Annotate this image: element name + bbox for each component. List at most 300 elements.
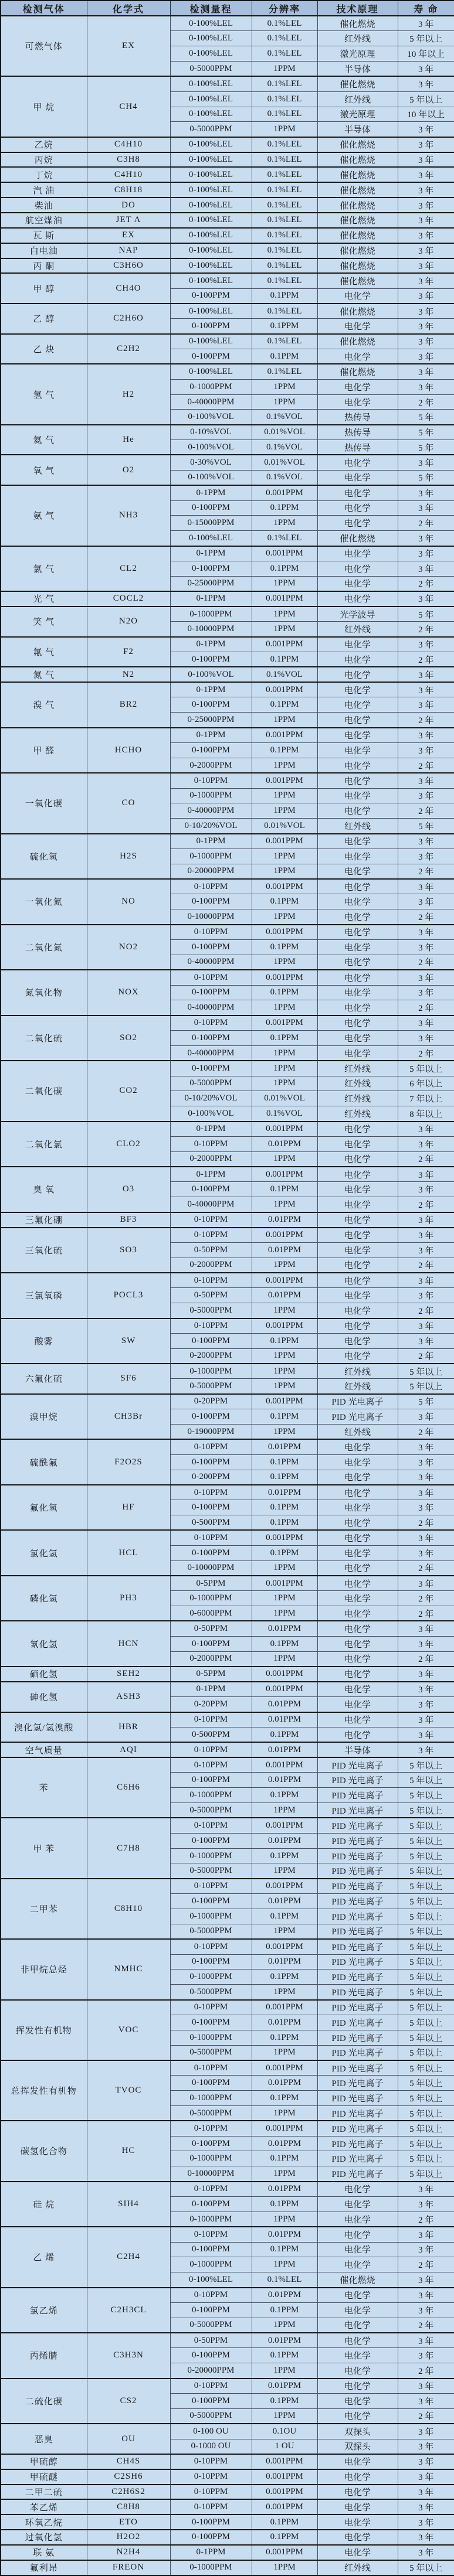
formula-cell: NAP: [87, 243, 170, 258]
principle-cell: 电化学: [317, 1636, 398, 1651]
lifespan-cell: 3 年: [398, 1318, 454, 1334]
range-cell: 0-1000PPM: [170, 1848, 252, 1863]
lifespan-cell: 3 年: [398, 1530, 454, 1545]
principle-cell: 电化学: [317, 500, 398, 516]
resolution-cell: 1PPM: [252, 622, 317, 637]
resolution-cell: 0.001PPM: [252, 1939, 317, 1954]
range-cell: 0-1PPM: [170, 546, 252, 561]
principle-cell: 电化学: [317, 1530, 398, 1545]
lifespan-cell: 2 年: [398, 803, 454, 819]
table-header: [1, 1, 454, 16]
range-cell: 0-10PPM: [170, 2469, 252, 2485]
resolution-cell: 0.1%LEL: [252, 107, 317, 122]
principle-cell: 电化学: [317, 955, 398, 970]
range-cell: 0-100PPM: [170, 1409, 252, 1425]
range-cell: 0-20PPM: [170, 1697, 252, 1712]
resolution-cell: 1PPM: [252, 803, 317, 819]
resolution-cell: 0.001PPM: [252, 485, 317, 500]
lifespan-cell: 3 年: [398, 2499, 454, 2514]
lifespan-cell: 2 年: [398, 622, 454, 637]
lifespan-cell: 3 年: [398, 1485, 454, 1500]
range-cell: 0-40000PPM: [170, 955, 252, 970]
resolution-cell: 1PPM: [252, 955, 317, 970]
formula-cell: EX: [87, 228, 170, 243]
resolution-cell: 1PPM: [252, 1364, 317, 1379]
lifespan-cell: 3 年: [398, 1712, 454, 1727]
formula-cell: C3H3N: [87, 2333, 170, 2379]
lifespan-cell: 2 年: [398, 2363, 454, 2379]
range-cell: 0-1000 OU: [170, 2439, 252, 2454]
range-cell: 0-5000PPM: [170, 2408, 252, 2424]
range-cell: 0-25000PPM: [170, 713, 252, 728]
principle-cell: 催化燃烧: [317, 167, 398, 182]
range-cell: 0-100PPM: [170, 2242, 252, 2257]
resolution-cell: 0.1PPM: [252, 500, 317, 516]
principle-cell: 电化学: [317, 2348, 398, 2363]
range-cell: 0-500PPM: [170, 1727, 252, 1742]
range-cell: 0-100PPM: [170, 2514, 252, 2530]
gas-row: [1, 1682, 454, 1697]
formula-cell: C4H10: [87, 167, 170, 182]
lifespan-cell: 3 年: [398, 1182, 454, 1197]
principle-cell: PID 光电离子: [317, 1848, 398, 1863]
principle-cell: 电化学: [317, 1000, 398, 1016]
resolution-cell: 0.01PPM: [252, 2379, 317, 2394]
formula-cell: C8H18: [87, 182, 170, 197]
formula-cell: HCL: [87, 1530, 170, 1576]
principle-cell: 电化学: [317, 2318, 398, 2333]
lifespan-cell: 2 年: [398, 1560, 454, 1576]
gas-name-cell: 一氧化氮: [1, 879, 87, 925]
range-cell: 0-2000PPM: [170, 1651, 252, 1667]
range-cell: 0-100%VOL: [170, 440, 252, 455]
gas-name-cell: 溴甲烷: [1, 1394, 87, 1440]
principle-cell: 电化学: [317, 2485, 398, 2500]
resolution-cell: 1PPM: [252, 2408, 317, 2424]
principle-cell: 激光原理: [317, 46, 398, 62]
gas-row: [1, 1364, 454, 1379]
range-cell: 0-10PPM: [170, 2485, 252, 2500]
gas-name-cell: 白电油: [1, 243, 87, 258]
table-body: [1, 16, 454, 2575]
gas-name-cell: 挥发性有机物: [1, 2000, 87, 2060]
lifespan-cell: 2 年: [398, 516, 454, 531]
range-cell: 0-100PPM: [170, 349, 252, 364]
principle-cell: 电化学: [317, 1712, 398, 1727]
range-cell: 0-100PPM: [170, 2076, 252, 2091]
resolution-cell: 0.1PPM: [252, 288, 317, 304]
gas-name-cell: 二氧化碳: [1, 1061, 87, 1121]
range-cell: 0-10PPM: [170, 1742, 252, 1757]
lifespan-cell: 3 年: [398, 228, 454, 243]
range-cell: 0-100%LEL: [170, 213, 252, 228]
principle-cell: PID 光电离子: [317, 2136, 398, 2151]
range-cell: 0-10PPM: [170, 1228, 252, 1243]
formula-cell: N2H4: [87, 2545, 170, 2560]
resolution-cell: 1PPM: [252, 2363, 317, 2379]
resolution-cell: 0.001PPM: [252, 728, 317, 743]
range-cell: 0-1000PPM: [170, 1364, 252, 1379]
lifespan-cell: 3 年: [398, 1228, 454, 1243]
range-cell: 0-1PPM: [170, 728, 252, 743]
range-cell: 0-10PPM: [170, 879, 252, 894]
formula-cell: C2SH6: [87, 2469, 170, 2485]
principle-cell: 电化学: [317, 682, 398, 697]
principle-cell: 电化学: [317, 894, 398, 909]
resolution-cell: 1PPM: [252, 1803, 317, 1818]
range-cell: 0-10/20%VOL: [170, 819, 252, 834]
principle-cell: 电化学: [317, 637, 398, 652]
gas-row: [1, 213, 454, 228]
formula-cell: ASH3: [87, 1682, 170, 1712]
principle-cell: PID 光电离子: [317, 1833, 398, 1848]
principle-cell: 电化学: [317, 576, 398, 591]
principle-cell: 红外线: [317, 1106, 398, 1122]
principle-cell: 电化学: [317, 1318, 398, 1334]
range-cell: 0-1000PPM: [170, 788, 252, 803]
principle-cell: 半导体: [317, 1742, 398, 1757]
resolution-cell: 1PPM: [252, 1000, 317, 1016]
gas-row: [1, 182, 454, 197]
principle-cell: 电化学: [317, 2379, 398, 2394]
principle-cell: 电化学: [317, 1197, 398, 1212]
gas-row: [1, 1485, 454, 1500]
principle-cell: 电化学: [317, 1515, 398, 1531]
formula-cell: C6H6: [87, 1757, 170, 1818]
resolution-cell: 0.001PPM: [252, 2060, 317, 2076]
gas-row: [1, 425, 454, 440]
principle-cell: 电化学: [317, 591, 398, 606]
principle-cell: 催化燃烧: [317, 2272, 398, 2288]
resolution-cell: 1PPM: [252, 122, 317, 137]
lifespan-cell: 3 年: [398, 1742, 454, 1757]
gas-name-cell: 甲 醇: [1, 273, 87, 304]
formula-cell: AQI: [87, 1742, 170, 1757]
principle-cell: 电化学: [317, 319, 398, 334]
lifespan-cell: 3 年: [398, 849, 454, 864]
range-cell: 0-10PPM: [170, 1757, 252, 1773]
formula-cell: CH3Br: [87, 1394, 170, 1440]
gas-name-cell: 联 氨: [1, 2545, 87, 2560]
principle-cell: 红外线: [317, 1091, 398, 1106]
range-cell: 0-100%LEL: [170, 31, 252, 46]
principle-cell: 电化学: [317, 2333, 398, 2348]
range-cell: 0-100%VOL: [170, 1106, 252, 1122]
principle-cell: 红外线: [317, 1076, 398, 1091]
resolution-cell: 1PPM: [252, 1303, 317, 1318]
range-cell: 0-10PPM: [170, 1016, 252, 1031]
resolution-cell: 0.01PPM: [252, 2227, 317, 2242]
resolution-cell: 0.1%VOL: [252, 1106, 317, 1122]
gas-row: [1, 228, 454, 243]
gas-name-cell: 三氧化硫: [1, 1228, 87, 1273]
resolution-cell: 0.01PPM: [252, 2136, 317, 2151]
principle-cell: 电化学: [317, 864, 398, 879]
principle-cell: PID 光电离子: [317, 1394, 398, 1409]
principle-cell: 电化学: [317, 2499, 398, 2514]
lifespan-cell: 5 年以上: [398, 2105, 454, 2121]
principle-cell: PID 光电离子: [317, 1909, 398, 1924]
principle-cell: 半导体: [317, 62, 398, 77]
resolution-cell: 0.1PPM: [252, 2514, 317, 2530]
principle-cell: 电化学: [317, 1697, 398, 1712]
range-cell: 0-100PPM: [170, 2302, 252, 2318]
range-cell: 0-100PPM: [170, 2197, 252, 2212]
gas-row: [1, 16, 454, 31]
lifespan-cell: 3 年: [398, 2485, 454, 2500]
range-cell: 0-2000PPM: [170, 1348, 252, 1364]
principle-cell: 电化学: [317, 1348, 398, 1364]
gas-row: [1, 2469, 454, 2485]
principle-cell: 电化学: [317, 1576, 398, 1591]
resolution-cell: 1PPM: [252, 516, 317, 531]
gas-row: [1, 2499, 454, 2514]
principle-cell: 热传导: [317, 425, 398, 440]
principle-cell: 电化学: [317, 697, 398, 713]
lifespan-cell: 3 年: [398, 379, 454, 394]
formula-cell: TVOC: [87, 2060, 170, 2121]
resolution-cell: 0.001PPM: [252, 546, 317, 561]
gas-name-cell: 恶臭: [1, 2424, 87, 2454]
lifespan-cell: 5 年以上: [398, 1818, 454, 1833]
gas-name-cell: 氦 气: [1, 425, 87, 455]
resolution-cell: 0.01PPM: [252, 1242, 317, 1258]
range-cell: 0-1000PPM: [170, 1970, 252, 1985]
principle-cell: 电化学: [317, 2545, 398, 2560]
resolution-cell: 1 OU: [252, 2439, 317, 2454]
lifespan-cell: 5 年以上: [398, 1879, 454, 1894]
range-cell: 0-100PPM: [170, 1061, 252, 1076]
formula-cell: CH4S: [87, 2454, 170, 2469]
lifespan-cell: 3 年: [398, 1697, 454, 1712]
resolution-cell: 0.1PPM: [252, 1470, 317, 1485]
lifespan-cell: 5 年以上: [398, 2151, 454, 2166]
range-cell: 0-2000PPM: [170, 1151, 252, 1167]
formula-cell: SO3: [87, 1228, 170, 1273]
range-cell: 0-10PPM: [170, 1212, 252, 1228]
gas-row: [1, 2121, 454, 2136]
range-cell: 0-10000PPM: [170, 2166, 252, 2182]
gas-row: [1, 606, 454, 622]
principle-cell: PID 光电离子: [317, 2030, 398, 2045]
formula-cell: HCHO: [87, 728, 170, 774]
principle-cell: 电化学: [317, 970, 398, 985]
lifespan-cell: 5 年以上: [398, 1061, 454, 1076]
formula-cell: C2H4: [87, 2227, 170, 2287]
gas-row: [1, 485, 454, 500]
lifespan-cell: 3 年: [398, 243, 454, 258]
gas-name-cell: 瓦 斯: [1, 228, 87, 243]
range-cell: 0-100PPM: [170, 1833, 252, 1848]
principle-cell: 电化学: [317, 1228, 398, 1243]
range-cell: 0-10PPM: [170, 1485, 252, 1500]
formula-cell: SO2: [87, 1016, 170, 1061]
range-cell: 0-100%LEL: [170, 243, 252, 258]
range-cell: 0-100%LEL: [170, 334, 252, 349]
formula-cell: HF: [87, 1485, 170, 1531]
principle-cell: 电化学: [317, 849, 398, 864]
range-cell: 0-100%LEL: [170, 167, 252, 182]
gas-name-cell: 甲 烷: [1, 76, 87, 137]
range-cell: 0-100%LEL: [170, 304, 252, 319]
range-cell: 0-100PPM: [170, 561, 252, 576]
range-cell: 0-100%LEL: [170, 197, 252, 213]
range-cell: 0-50PPM: [170, 2333, 252, 2348]
range-cell: 0-1PPM: [170, 1122, 252, 1137]
lifespan-cell: 3 年: [398, 1273, 454, 1288]
lifespan-cell: 3 年: [398, 364, 454, 379]
resolution-cell: 1PPM: [252, 758, 317, 773]
principle-cell: 红外线: [317, 1424, 398, 1439]
lifespan-cell: 5 年: [398, 470, 454, 485]
resolution-cell: 0.001PPM: [252, 773, 317, 788]
range-cell: 0-5000PPM: [170, 1379, 252, 1394]
resolution-cell: 0.001PPM: [252, 1667, 317, 1682]
range-cell: 0-10PPM: [170, 773, 252, 788]
principle-cell: PID 光电离子: [317, 2151, 398, 2166]
gas-name-cell: 一氧化碳: [1, 773, 87, 833]
principle-cell: 电化学: [317, 1273, 398, 1288]
gas-name-cell: 氨 气: [1, 485, 87, 546]
range-cell: 0-2000PPM: [170, 758, 252, 773]
resolution-cell: 1PPM: [252, 1560, 317, 1576]
formula-cell: O2: [87, 455, 170, 485]
range-cell: 0-100PPM: [170, 1545, 252, 1560]
resolution-cell: 0.1PPM: [252, 1182, 317, 1197]
resolution-cell: 1PPM: [252, 576, 317, 591]
range-cell: 0-1000PPM: [170, 1909, 252, 1924]
principle-cell: 热传导: [317, 410, 398, 425]
gas-name-cell: 乙烷: [1, 137, 87, 152]
principle-cell: 红外线: [317, 819, 398, 834]
formula-cell: COCL2: [87, 591, 170, 606]
resolution-cell: 1PPM: [252, 1424, 317, 1439]
lifespan-cell: 2 年: [398, 394, 454, 410]
range-cell: 0-10PPM: [170, 2121, 252, 2136]
lifespan-cell: 3 年: [398, 2379, 454, 2394]
lifespan-cell: 5 年以上: [398, 2030, 454, 2045]
principle-cell: 电化学: [317, 2212, 398, 2227]
range-cell: 0-5000PPM: [170, 2045, 252, 2060]
principle-cell: PID 光电离子: [317, 1863, 398, 1879]
resolution-cell: 0.1%LEL: [252, 258, 317, 274]
resolution-cell: 0.001PPM: [252, 682, 317, 697]
principle-cell: 电化学: [317, 2302, 398, 2318]
principle-cell: 催化燃烧: [317, 213, 398, 228]
range-cell: 0-15000PPM: [170, 516, 252, 531]
principle-cell: 电化学: [317, 1182, 398, 1197]
lifespan-cell: 10 年以上: [398, 46, 454, 62]
range-cell: 0-10PPM: [170, 970, 252, 985]
lifespan-cell: 2 年: [398, 1651, 454, 1667]
lifespan-cell: 5 年以上: [398, 1954, 454, 1970]
range-cell: 0-10PPM: [170, 1318, 252, 1334]
gas-name-cell: 溴化氢/氢溴酸: [1, 1712, 87, 1743]
column-header-3: 分辨率: [252, 1, 317, 16]
lifespan-cell: 2 年: [398, 2408, 454, 2424]
range-cell: 0-10000PPM: [170, 1560, 252, 1576]
range-cell: 0-10PPM: [170, 2060, 252, 2076]
gas-row: [1, 1273, 454, 1288]
lifespan-cell: 2 年: [398, 1151, 454, 1167]
resolution-cell: 0.1PPM: [252, 1848, 317, 1863]
gas-row: [1, 2000, 454, 2015]
principle-cell: 催化燃烧: [317, 243, 398, 258]
lifespan-cell: 3 年: [398, 2514, 454, 2530]
range-cell: 0-5PPM: [170, 1576, 252, 1591]
range-cell: 0-10PPM: [170, 2499, 252, 2514]
lifespan-cell: 3 年: [398, 2227, 454, 2242]
range-cell: 0-100%LEL: [170, 107, 252, 122]
resolution-cell: 1PPM: [252, 1258, 317, 1273]
gas-row: [1, 925, 454, 940]
lifespan-cell: 3 年: [398, 1031, 454, 1046]
principle-cell: 电化学: [317, 2454, 398, 2469]
lifespan-cell: 3 年: [398, 2272, 454, 2288]
lifespan-cell: 5 年: [398, 819, 454, 834]
formula-cell: SIH4: [87, 2182, 170, 2227]
range-cell: 0-100PPM: [170, 319, 252, 334]
resolution-cell: 0.1PPM: [252, 1636, 317, 1651]
range-cell: 0-100PPM: [170, 894, 252, 909]
principle-cell: 催化燃烧: [317, 152, 398, 168]
lifespan-cell: 2 年: [398, 1606, 454, 1621]
lifespan-cell: 3 年: [398, 546, 454, 561]
resolution-cell: 0.1%VOL: [252, 410, 317, 425]
principle-cell: 催化燃烧: [317, 228, 398, 243]
resolution-cell: 0.1%LEL: [252, 137, 317, 152]
lifespan-cell: 3 年: [398, 1409, 454, 1425]
gas-row: [1, 1667, 454, 1682]
resolution-cell: 0.1%LEL: [252, 273, 317, 288]
principle-cell: PID 光电离子: [317, 1970, 398, 1985]
formula-cell: NO2: [87, 925, 170, 970]
range-cell: 0-1PPM: [170, 1682, 252, 1697]
range-cell: 0-100 OU: [170, 2424, 252, 2439]
principle-cell: 电化学: [317, 2363, 398, 2379]
range-cell: 0-10PPM: [170, 2182, 252, 2197]
gas-row: [1, 1167, 454, 1182]
principle-cell: PID 光电离子: [317, 2045, 398, 2060]
gas-row: [1, 637, 454, 652]
lifespan-cell: 5 年以上: [398, 1863, 454, 1879]
principle-cell: PID 光电离子: [317, 1924, 398, 1939]
gas-row: [1, 2514, 454, 2530]
lifespan-cell: 3 年: [398, 1333, 454, 1348]
formula-cell: C2H6S2: [87, 2485, 170, 2500]
range-cell: 0-1000PPM: [170, 2257, 252, 2272]
principle-cell: 电化学: [317, 394, 398, 410]
lifespan-cell: 3 年: [398, 197, 454, 213]
gas-row: [1, 1879, 454, 1894]
principle-cell: 电化学: [317, 1545, 398, 1560]
resolution-cell: 1PPM: [252, 849, 317, 864]
resolution-cell: 0.001PPM: [252, 2469, 317, 2485]
resolution-cell: 0.1PPM: [252, 2348, 317, 2363]
lifespan-cell: 3 年: [398, 728, 454, 743]
lifespan-cell: 3 年: [398, 1576, 454, 1591]
resolution-cell: 1PPM: [252, 1045, 317, 1061]
range-cell: 0-1000PPM: [170, 2030, 252, 2045]
formula-cell: C8H10: [87, 1879, 170, 1939]
lifespan-cell: 2 年: [398, 2212, 454, 2227]
range-cell: 0-100%LEL: [170, 364, 252, 379]
principle-cell: 电化学: [317, 1136, 398, 1151]
principle-cell: PID 光电离子: [317, 2076, 398, 2091]
range-cell: 0-100%LEL: [170, 2272, 252, 2288]
resolution-cell: 0.01PPM: [252, 2288, 317, 2303]
range-cell: 0-100%LEL: [170, 228, 252, 243]
